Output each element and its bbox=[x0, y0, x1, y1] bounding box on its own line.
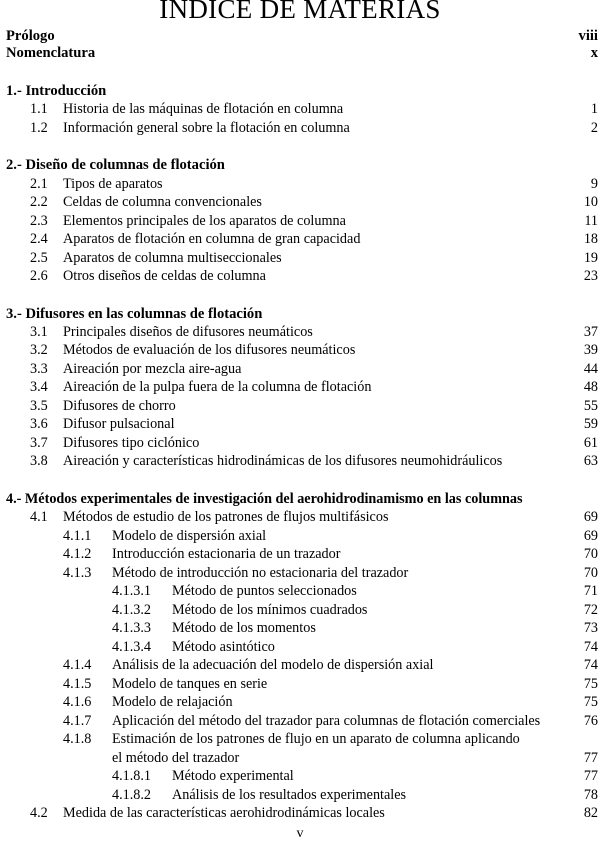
toc-text: el método del trazador bbox=[112, 750, 240, 766]
toc-entry[interactable] bbox=[6, 360, 598, 379]
toc-entry[interactable] bbox=[6, 601, 598, 620]
toc-text: Tipos de aparatos bbox=[63, 176, 163, 192]
toc-page: 71 bbox=[583, 583, 598, 599]
toc-text: Métodos de evaluación de los difusores neumáticos bbox=[63, 342, 356, 358]
toc-entry[interactable] bbox=[6, 415, 598, 434]
toc-num: 4.2 bbox=[30, 805, 48, 821]
toc-text: Modelo de relajación bbox=[112, 694, 233, 710]
toc-num: 4.1.7 bbox=[63, 713, 92, 729]
toc-num: 4.1.8.1 bbox=[112, 768, 152, 784]
toc-text: Historia de las máquinas de flotación en columna bbox=[63, 101, 344, 117]
toc-page: 1 bbox=[590, 101, 598, 117]
toc-text: Prólogo bbox=[6, 28, 55, 44]
toc-text: Aireación por mezcla aire-agua bbox=[63, 361, 242, 377]
toc-num: 3.4 bbox=[30, 379, 48, 395]
page-title: INDICE DE MATERIAS bbox=[159, 0, 441, 24]
toc-page: 61 bbox=[583, 435, 598, 451]
toc-page: 72 bbox=[583, 602, 598, 618]
toc-text: Información general sobre la flotación en columna bbox=[63, 120, 350, 136]
toc-entry[interactable] bbox=[6, 545, 598, 564]
toc-entry[interactable] bbox=[6, 527, 598, 546]
toc-num: 3.5 bbox=[30, 398, 48, 414]
toc-text: Método asintótico bbox=[172, 639, 275, 655]
toc-page: 73 bbox=[583, 620, 598, 636]
toc-text: Método experimental bbox=[172, 768, 294, 784]
toc-num: 4.1.3 bbox=[63, 565, 92, 581]
toc-entry[interactable] bbox=[6, 119, 598, 138]
toc-text: Método de los mínimos cuadrados bbox=[172, 602, 368, 618]
toc-entry[interactable] bbox=[6, 378, 598, 397]
toc-num: 4.1.2 bbox=[63, 546, 92, 562]
toc-page: 11 bbox=[584, 213, 598, 229]
toc-text: Difusor pulsacional bbox=[63, 416, 175, 432]
toc-entry[interactable] bbox=[6, 675, 598, 694]
toc-page: 77 bbox=[583, 768, 598, 784]
toc-num: 3.7 bbox=[30, 435, 48, 451]
toc-num: 1.2 bbox=[30, 120, 48, 136]
toc-num: 1.1 bbox=[30, 101, 48, 117]
toc-num: 4.1.5 bbox=[63, 676, 92, 692]
toc-text: Aplicación del método del trazador para columnas de flotación comerciales bbox=[112, 713, 541, 729]
toc-entry[interactable] bbox=[6, 564, 598, 583]
toc-page: 82 bbox=[583, 805, 598, 821]
toc-num: 2.1 bbox=[30, 176, 48, 192]
toc-text: Método de los momentos bbox=[172, 620, 316, 636]
toc-num: 4.1.3.2 bbox=[112, 602, 152, 618]
toc-num: 2.2 bbox=[30, 194, 48, 210]
toc-page: 59 bbox=[583, 416, 598, 432]
toc-page: 69 bbox=[583, 509, 598, 525]
toc-num: 4.1.1 bbox=[63, 528, 92, 544]
toc-entry[interactable] bbox=[6, 397, 598, 416]
toc-entry[interactable] bbox=[6, 804, 598, 823]
toc-num: 2.5 bbox=[30, 250, 48, 266]
page-number: v bbox=[296, 826, 304, 841]
toc-text: Análisis de la adecuación del modelo de dispersión axial bbox=[112, 657, 434, 673]
toc-text: Otros diseños de celdas de columna bbox=[63, 268, 266, 284]
toc-text: Principales diseños de difusores neumáticos bbox=[63, 324, 313, 340]
toc-text: Métodos de estudio de los patrones de flujos multifásicos bbox=[63, 509, 389, 525]
toc-entry[interactable] bbox=[6, 175, 598, 194]
toc-entry[interactable] bbox=[6, 249, 598, 268]
toc-page: 23 bbox=[583, 268, 598, 284]
toc-entry[interactable] bbox=[6, 730, 598, 749]
toc-num: 4.1.3.1 bbox=[112, 583, 152, 599]
toc-num: 2.3 bbox=[30, 213, 48, 229]
toc-num: 4.1 bbox=[30, 509, 48, 525]
toc-num: 4.1.3.3 bbox=[112, 620, 152, 636]
toc-page: 77 bbox=[583, 750, 598, 766]
toc-page: 10 bbox=[583, 194, 598, 210]
toc-entry[interactable] bbox=[6, 452, 598, 471]
toc-entry[interactable] bbox=[6, 434, 598, 453]
toc-num: 3.2 bbox=[30, 342, 48, 358]
toc-entry[interactable] bbox=[6, 712, 598, 731]
chapter-heading-4[interactable]: 4.- Métodos experimentales de investigación del aerohidrodinamismo en las columnas bbox=[6, 491, 523, 507]
toc-entry[interactable] bbox=[6, 693, 598, 712]
toc-entry[interactable] bbox=[6, 619, 598, 638]
toc-page: 74 bbox=[583, 639, 598, 655]
toc-num: 4.1.4 bbox=[63, 657, 92, 673]
toc-page: 39 bbox=[583, 342, 598, 358]
toc-text: Método de introducción no estacionaria del trazador bbox=[112, 565, 409, 581]
toc-page: 74 bbox=[583, 657, 598, 673]
toc-entry[interactable] bbox=[6, 767, 598, 786]
toc-page: 9 bbox=[590, 176, 598, 192]
toc-text: Modelo de tanques en serie bbox=[112, 676, 268, 692]
toc-entry[interactable] bbox=[6, 582, 598, 601]
chapter-heading-3[interactable]: 3.- Difusores en las columnas de flotación bbox=[6, 306, 263, 322]
toc-entry[interactable] bbox=[6, 230, 598, 249]
toc-num: 4.1.3.4 bbox=[112, 639, 152, 655]
toc-entry[interactable] bbox=[6, 508, 598, 527]
toc-entry[interactable] bbox=[6, 100, 598, 119]
toc-page: 70 bbox=[583, 565, 598, 581]
toc-page: x bbox=[590, 45, 598, 61]
toc-num: 4.1.6 bbox=[63, 694, 92, 710]
toc-page: 2 bbox=[590, 120, 598, 136]
toc-text: Difusores tipo ciclónico bbox=[63, 435, 200, 451]
toc-page: 69 bbox=[583, 528, 598, 544]
toc-text: Medida de las características aerohidrodinámicas locales bbox=[63, 805, 385, 821]
toc-entry[interactable] bbox=[6, 786, 598, 805]
toc-num: 4.1.8.2 bbox=[112, 787, 152, 803]
toc-text: Celdas de columna convencionales bbox=[63, 194, 262, 210]
toc-page: 63 bbox=[583, 453, 598, 469]
toc-page: 75 bbox=[583, 676, 598, 692]
toc-text: Difusores de chorro bbox=[63, 398, 176, 414]
toc-text: Nomenclatura bbox=[6, 45, 96, 61]
toc-entry[interactable] bbox=[6, 267, 598, 286]
toc-text: Estimación de los patrones de flujo en un aparato de columna aplicando bbox=[112, 731, 520, 747]
toc-page: 18 bbox=[583, 231, 598, 247]
toc-entry[interactable] bbox=[6, 638, 598, 657]
toc-text: Análisis de los resultados experimentales bbox=[172, 787, 407, 803]
toc-page: 70 bbox=[583, 546, 598, 562]
toc-page: 76 bbox=[583, 713, 598, 729]
toc-text: Introducción estacionaria de un trazador bbox=[112, 546, 341, 562]
toc-num: 2.6 bbox=[30, 268, 48, 284]
toc-text: Elementos principales de los aparatos de columna bbox=[63, 213, 346, 229]
toc-entry[interactable] bbox=[6, 212, 598, 231]
toc-text: Aparatos de flotación en columna de gran capacidad bbox=[63, 231, 361, 247]
toc-text: Aparatos de columna multiseccionales bbox=[63, 250, 282, 266]
chapter-heading-1[interactable]: 1.- Introducción bbox=[6, 83, 107, 99]
toc-page: viii bbox=[578, 28, 598, 44]
toc-page: 78 bbox=[583, 787, 598, 803]
toc-num: 4.1.8 bbox=[63, 731, 92, 747]
toc-text: Modelo de dispersión axial bbox=[112, 528, 267, 544]
chapter-heading-2[interactable]: 2.- Diseño de columnas de flotación bbox=[6, 157, 225, 173]
toc-entry[interactable] bbox=[6, 341, 598, 360]
toc-page: 48 bbox=[583, 379, 598, 395]
toc-num: 3.6 bbox=[30, 416, 48, 432]
toc-page: 19 bbox=[583, 250, 598, 266]
toc-page: 55 bbox=[583, 398, 598, 414]
toc-entry[interactable] bbox=[6, 656, 598, 675]
toc-text: Método de puntos seleccionados bbox=[172, 583, 357, 599]
toc-num: 3.1 bbox=[30, 324, 48, 340]
toc-num: 3.3 bbox=[30, 361, 48, 377]
toc-front-nomenclatura[interactable] bbox=[6, 44, 598, 63]
toc-page: 75 bbox=[583, 694, 598, 710]
toc-num: 2.4 bbox=[30, 231, 48, 247]
toc-text: Aireación de la pulpa fuera de la columna de flotación bbox=[63, 379, 372, 395]
toc-num: 3.8 bbox=[30, 453, 48, 469]
toc-page: 37 bbox=[583, 324, 598, 340]
toc-entry[interactable] bbox=[6, 323, 598, 342]
toc-page: 44 bbox=[583, 361, 598, 377]
toc-entry[interactable] bbox=[6, 193, 598, 212]
toc-entry[interactable] bbox=[6, 749, 598, 768]
toc-text: Aireación y características hidrodinámicas de los difusores neumohidráulicos bbox=[63, 453, 503, 469]
